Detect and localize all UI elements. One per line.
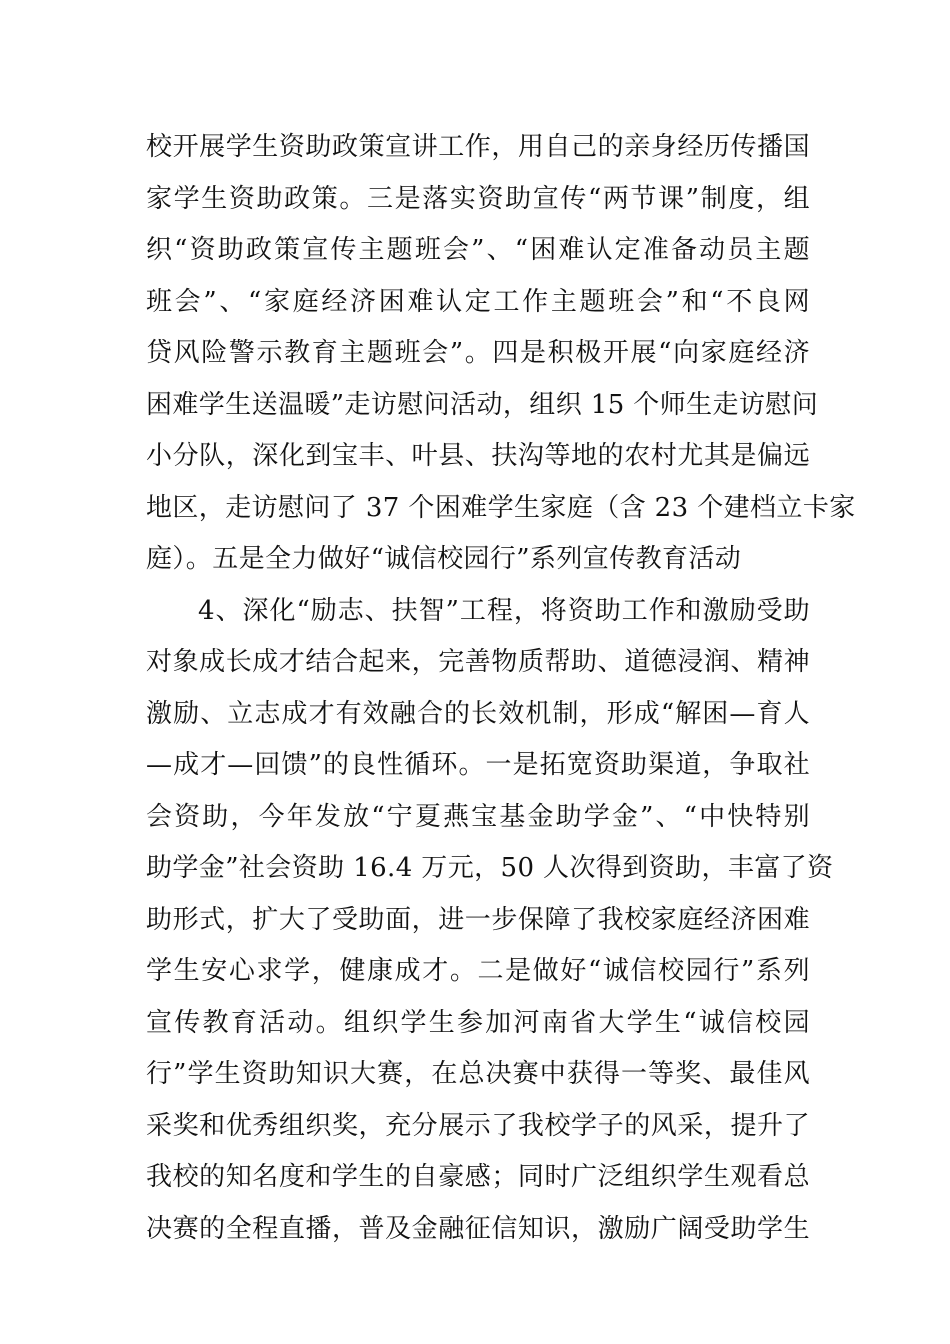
text-line: 行”学生资助知识大赛，在总决赛中获得一等奖、最佳风 <box>146 1059 810 1089</box>
document-body <box>146 122 856 1255</box>
text-line: 对象成长成才结合起来，完善物质帮助、道德浸润、精神 <box>146 647 810 677</box>
text-line: 班会”、“家庭经济困难认定工作主题班会”和“不良网 <box>146 286 810 317</box>
paragraph-end-line: 庭）。五是全力做好“诚信校园行”系列宣传教育活动 <box>146 544 742 574</box>
text-line: —成才—回馈”的良性循环。一是拓宽资助渠道，争取社 <box>146 750 810 780</box>
text-line: 会资助，今年发放“宁夏燕宝基金助学金”、“中快特别 <box>146 801 810 832</box>
text-line: 我校的知名度和学生的自豪感；同时广泛组织学生观看总 <box>146 1162 810 1192</box>
text-line: 激励、立志成才有效融合的长效机制，形成“解困—育人 <box>146 698 810 729</box>
text-line: 织“资助政策宣传主题班会”、“困难认定准备动员主题 <box>146 235 810 265</box>
text-line: 决赛的全程直播，普及金融征信知识，激励广阔受助学生 <box>146 1213 810 1244</box>
text-line: 家学生资助政策。三是落实资助宣传“两节课”制度，组 <box>146 183 810 214</box>
text-line: 校开展学生资助政策宣讲工作，用自己的亲身经历传播国 <box>146 132 810 162</box>
paragraph-start-line: 4、深化“励志、扶智”工程，将资助工作和激励受助 <box>198 595 810 626</box>
text-line: 小分队，深化到宝丰、叶县、扶沟等地的农村尤其是偏远 <box>146 441 810 471</box>
text-line: 采奖和优秀组织奖，充分展示了我校学子的风采，提升了 <box>146 1110 810 1141</box>
text-line: 学生安心求学，健康成才。二是做好“诚信校园行”系列 <box>146 956 810 986</box>
text-line: 宣传教育活动。组织学生参加河南省大学生“诚信校园 <box>146 1007 810 1038</box>
text-line: 贷风险警示教育主题班会”。四是积极开展“向家庭经济 <box>146 338 810 368</box>
text-line: 助学金”社会资助 16.4 万元，50 人次得到资助，丰富了资 <box>146 853 834 883</box>
text-line: 困难学生送温暖”走访慰问活动，组织 15 个师生走访慰问 <box>146 389 819 420</box>
text-line: 地区，走访慰问了 37 个困难学生家庭（含 23 个建档立卡家 <box>146 492 856 523</box>
text-line: 助形式，扩大了受助面，进一步保障了我校家庭经济困难 <box>146 904 810 935</box>
